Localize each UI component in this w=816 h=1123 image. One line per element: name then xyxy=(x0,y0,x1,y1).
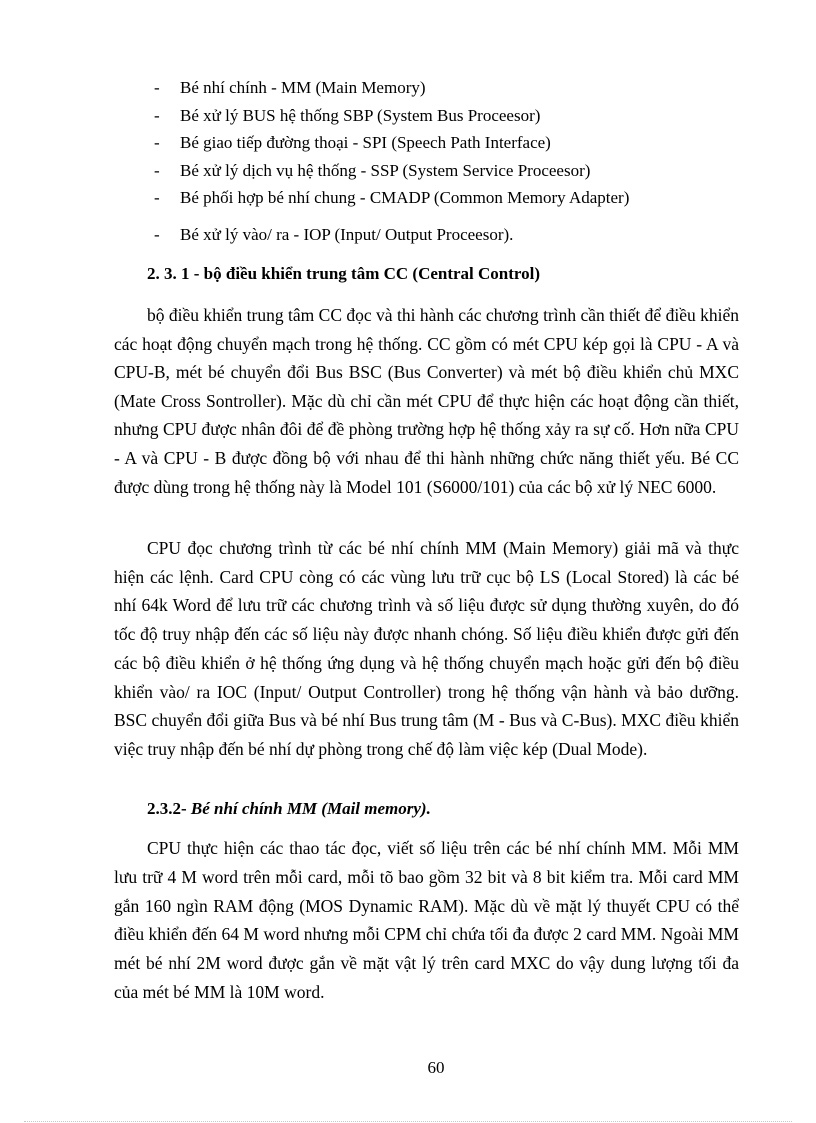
section-heading-central-control: 2. 3. 1 - bộ điều khiển trung tâm CC (Central Control) xyxy=(147,264,541,283)
page-number: 60 xyxy=(427,1058,445,1077)
list-item-text: Bé xử lý dịch vụ hệ thống - SSP (System Service Proceesor) xyxy=(180,160,591,180)
list-item-text: Bé giao tiếp đường thoại - SPI (Speech Path Interface) xyxy=(180,133,551,152)
footer-divider xyxy=(24,1121,792,1122)
section-title: Bé nhí chính MM (Mail memory). xyxy=(186,799,431,818)
bullet-dash: - xyxy=(154,133,160,152)
paragraph-cpu-operation: CPU đọc chương trình từ các bé nhí chính MM (Main Memory) giải mã và thực hiện các lệnh. Card CPU còng có các vùng lưu trữ cục bộ LS (Local Stored) là các bé nhí 64k Word để lưu trữ các chương trình và số liệu được sử dụng thường xuyên, do đó tốc độ truy nhập đến các số liệu này được nhanh chóng. Số liệu điều khiển được gửi đến các bộ điều khiển ở hệ thống ứng dụng và hệ thống chuyển mạch hoặc gửi đến bộ điều khiển vào/ ra IOC (Input/ Output Controller) trong hệ thống vận hành và bảo dưỡng. BSC chuyển đổi giữa Bus và bé nhí Bus trung tâm (M - Bus và C-Bus). MXC điều khiển việc truy nhập đến bé nhí dự phòng trong chế độ làm việc kép (Dual Mode). xyxy=(114,538,739,759)
list-item xyxy=(152,74,752,102)
list-item xyxy=(152,129,752,157)
bullet-dash: - xyxy=(154,78,160,97)
bullet-dash: - xyxy=(154,188,160,207)
bullet-dash: - xyxy=(154,224,160,244)
list-item-text: Bé xử lý vào/ ra - IOP (Input/ Output Proceesor). xyxy=(180,224,514,244)
paragraph-cc-description: bộ điều khiển trung tâm CC đọc và thi hành các chương trình cần thiết để điều khiển các hoạt động chuyển mạch trong hệ thống. CC gồm có mét CPU kép gọi là CPU - A và CPU-B, mét bé chuyển đổi Bus BSC (Bus Converter) và mét bộ điều khiển chủ MXC (Mate Cross Sontroller). Mặc dù chỉ cần mét CPU để thực hiện các hoạt động cần thiết, nhưng CPU được nhân đôi để đề phòng trường hợp hệ thống xảy ra sự cố. Hơn nữa CPU - A và CPU - B được đồng bộ với nhau để thi hành những chức năng thiết yếu. Bé CC được dùng trong hệ thống này là Model 101 (S6000/101) của các bộ xử lý NEC 6000. xyxy=(114,305,739,497)
paragraph-mm-description: CPU thực hiện các thao tác đọc, viết số liệu trên các bé nhí chính MM. Mỗi MM lưu trữ 4 M word trên mỗi card, mỗi tõ bao gồm 32 bit và 8 bit kiểm tra. Mỗi card MM gắn 160 ngìn RAM động (MOS Dynamic RAM). Mặc dù về mặt lý thuyết CPU có thể điều khiển đến 64 M word nhưng mỗi CPM chỉ chứa tối đa được 2 card MM. Ngoài MM mét bé nhí 2M word được gắn về mặt vật lý trên card MXC do vậy dung lượng tối đa của mét bé MM là 10M word. xyxy=(114,838,739,1002)
list-item-text: Bé xử lý BUS hệ thống SBP (System Bus Proceesor) xyxy=(180,105,541,125)
list-item-text: Bé nhí chính - MM (Main Memory) xyxy=(180,78,426,97)
list-item xyxy=(152,184,752,212)
list-item-text: Bé phối hợp bé nhí chung - CMADP (Common Memory Adapter) xyxy=(180,188,630,207)
bullet-dash: - xyxy=(154,105,160,125)
section-number: 2.3.2- xyxy=(147,799,187,818)
section-heading-main-memory xyxy=(147,799,431,819)
list-item xyxy=(152,221,752,249)
list-item xyxy=(152,157,752,185)
component-list xyxy=(152,74,752,248)
list-item xyxy=(152,102,752,130)
bullet-dash: - xyxy=(154,160,160,180)
